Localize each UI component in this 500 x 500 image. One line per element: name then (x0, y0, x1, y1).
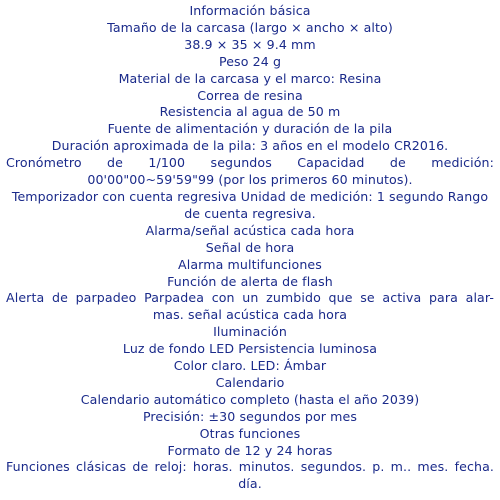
spec-hour-format: Formato de 12 y 24 horas (167, 442, 333, 458)
spec-led-backlight: Luz de fondo LED Persistencia luminosa (122, 341, 378, 357)
spec-alarm-hourly: Alarma/señal acústica cada hora (145, 222, 355, 238)
spec-case-size-label: Tamaño de la carcasa (largo × ancho × alto) (107, 19, 393, 35)
spec-case-size-value: 38.9 × 35 × 9.4 mm (184, 36, 316, 52)
spec-water-resistance: Resistencia al agua de 50 m (159, 104, 341, 120)
section-heading-basic-info: Información básica (189, 3, 311, 18)
spec-battery-life: Duración aproximada de la pila: 3 años en el modelo CR2016. (51, 138, 449, 154)
spec-flash-alert-desc-cont: mas. señal acústica cada hora (152, 307, 348, 323)
spec-stopwatch-range: 00'00"00~59'59"99 (por los primeros 60 minutos). (87, 172, 413, 188)
spec-classic-functions: Funciones clásicas de reloj: horas. minutos. segundos. p. m.. mes. fecha. (6, 459, 494, 475)
spec-case-material: Material de la carcasa y el marco: Resina (118, 70, 382, 86)
spec-led-color: Color claro. LED: Ámbar (173, 358, 327, 374)
spec-multi-alarm: Alarma multifunciones (178, 256, 322, 272)
spec-time-signal: Señal de hora (205, 239, 295, 255)
spec-flash-alert: Función de alerta de flash (167, 273, 333, 289)
spec-classic-functions-cont: día. (238, 476, 262, 492)
spec-accuracy: Precisión: ±30 segundos por mes (142, 408, 358, 424)
section-heading-illumination: Iluminación (213, 324, 287, 340)
spec-flash-alert-desc: Alerta de parpadeo Parpadea con un zumbido que se activa para alar- (6, 290, 494, 306)
spec-power-source: Fuente de alimentación y duración de la pila (107, 121, 393, 137)
section-heading-other-functions: Otras funciones (199, 425, 301, 441)
spec-stopwatch: Cronómetro de 1/100 segundos Capacidad de medición: (6, 155, 494, 171)
spec-countdown-timer-cont: de cuenta regresiva. (184, 205, 316, 221)
spec-strap: Correa de resina (197, 87, 303, 103)
section-heading-calendar: Calendario (215, 374, 285, 390)
spec-auto-calendar: Calendario automático completo (hasta el año 2039) (80, 391, 420, 407)
spec-weight: Peso 24 g (218, 53, 282, 69)
spec-countdown-timer: Temporizador con cuenta regresiva Unidad de medición: 1 segundo Rango (11, 188, 489, 204)
